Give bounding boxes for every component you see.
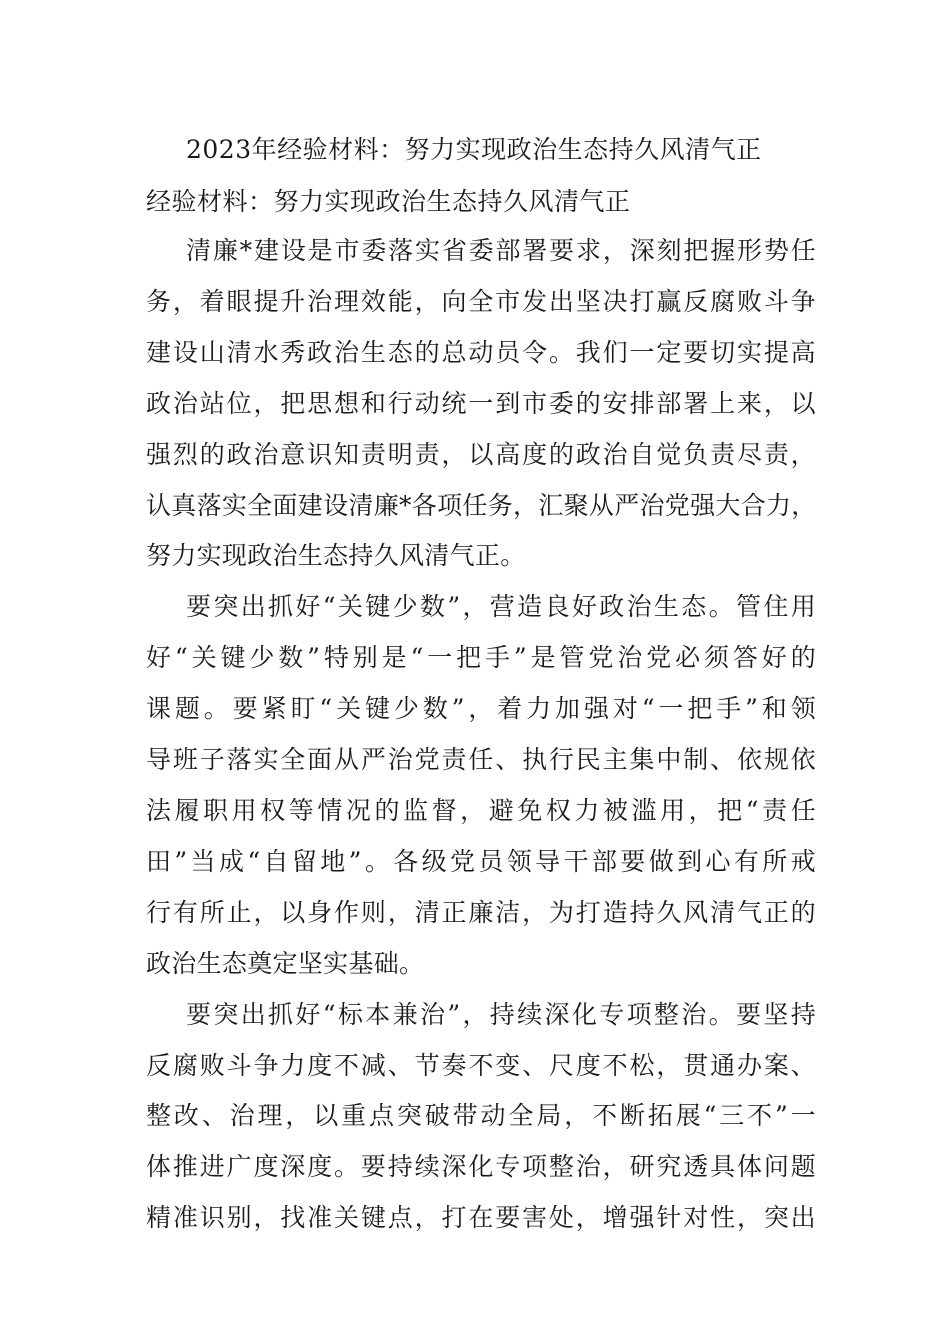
text-line: 建设山清水秀政治生态的总动员令。我们一定要切实提高 (146, 337, 816, 367)
text-line: 政治生态奠定坚实基础。 (146, 948, 425, 978)
text-line: 要突出抓好“标本兼治”，持续深化专项整治。要坚持 (186, 999, 816, 1029)
text-line: 强烈的政治意识知责明责，以高度的政治自觉负责尽责， (146, 439, 816, 469)
text-line: 政治站位，把思想和行动统一到市委的安排部署上来，以 (146, 388, 816, 418)
document-subtitle: 经验材料：努力实现政治生态持久风清气正 (146, 187, 631, 216)
text-line: 精准识别，找准关键点，打在要害处，增强针对性，突出 (146, 1203, 816, 1233)
text-line: 反腐败斗争力度不减、节奏不变、尺度不松，贯通办案、 (146, 1050, 816, 1080)
text-line: 行有所止，以身作则，清正廉洁，为打造持久风清气正的 (146, 897, 816, 927)
document-body (146, 226, 816, 1244)
text-line: 清廉*建设是市委落实省委部署要求，深刻把握形势任 (186, 236, 816, 265)
text-line: 要突出抓好“关键少数”，营造良好政治生态。管住用 (186, 592, 816, 622)
paragraph (146, 990, 816, 1245)
document-title: 2023年经验材料：努力实现政治生态持久风清气正 (186, 135, 762, 164)
paragraph (146, 582, 816, 989)
paragraph (146, 226, 816, 582)
text-line: 课题。要紧盯“关键少数”，着力加强对“一把手”和领 (146, 694, 816, 724)
text-line: 整改、治理，以重点突破带动全局，不断拓展“三不”一 (146, 1101, 816, 1131)
text-line: 务，着眼提升治理效能，向全市发出坚决打赢反腐败斗争 (146, 286, 816, 316)
text-line: 法履职用权等情况的监督，避免权力被滥用，把“责任 (146, 795, 816, 825)
text-line: 认真落实全面建设清廉*各项任务，汇聚从严治党强大合力， (146, 490, 817, 520)
text-line: 努力实现政治生态持久风清气正。 (146, 541, 526, 571)
text-line: 好“关键少数”特别是“一把手”是管党治党必须答好的 (146, 643, 816, 673)
text-line: 田”当成“自留地”。各级党员领导干部要做到心有所戒 (146, 846, 816, 876)
text-line: 体推进广度深度。要持续深化专项整治，研究透具体问题 (146, 1152, 816, 1182)
text-line: 导班子落实全面从严治党责任、执行民主集中制、依规依 (146, 745, 816, 775)
